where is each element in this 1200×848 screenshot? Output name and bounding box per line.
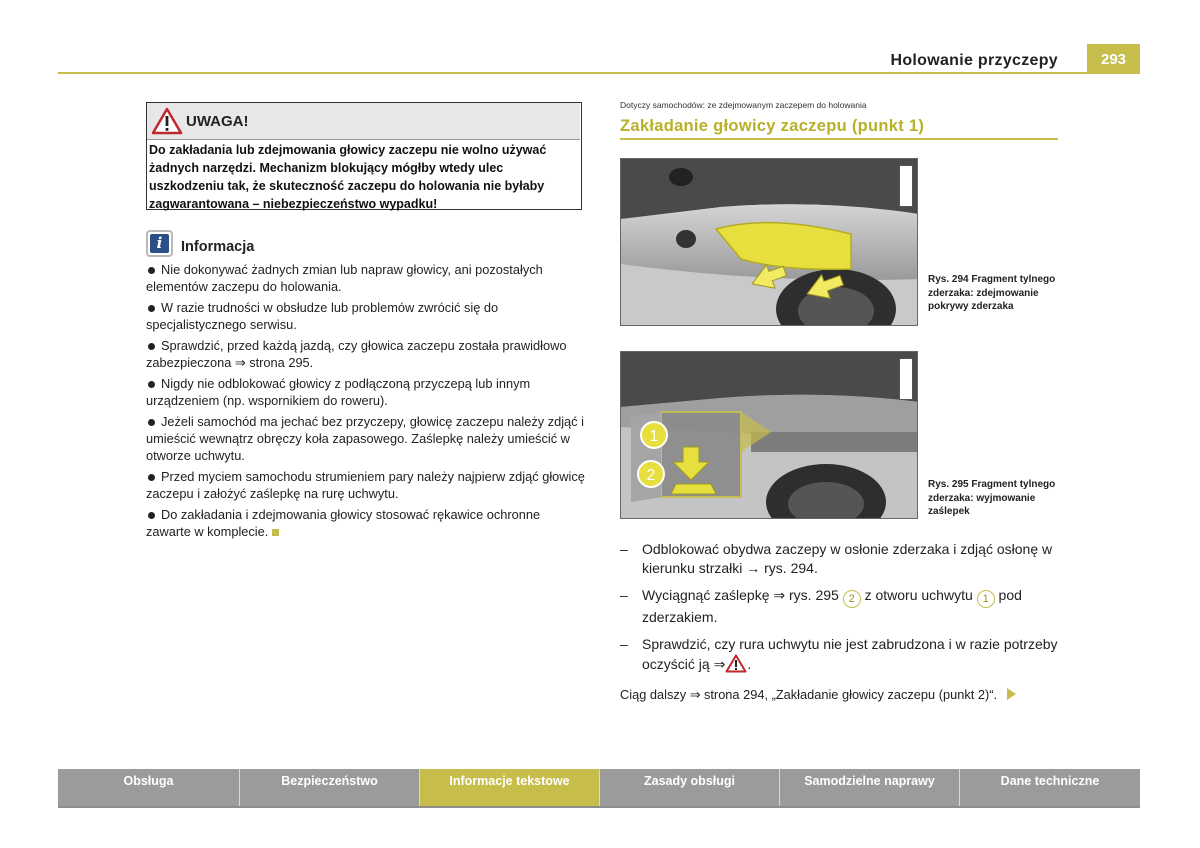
footer-rule: [58, 806, 1140, 808]
warning-triangle-icon: [725, 654, 747, 673]
info-item: Jeżeli samochód ma jechać bez przyczepy, głowicę zaczepu należy zdjąć i umieścić wewnątrz obręczy koła zapasowego. Zaślepkę należy umieścić w otworze uchwytu.: [146, 414, 584, 463]
bullet-icon: [148, 419, 155, 426]
info-item: Przed myciem samochodu strumieniem pary należy najpierw zdjąć głowicę zaczepu i założyć zaślepkę na rurę uchwytu.: [146, 469, 585, 501]
figure-code-label: [899, 165, 913, 207]
figure-294-caption: Rys. 294 Fragment tylnego zderzaka: zdejmowanie pokrywy zderzaka: [928, 274, 1056, 312]
tab-informacje-tekstowe[interactable]: Informacje tekstowe: [420, 769, 600, 806]
step-2: – Wyciągnąć zaślepkę ⇒ rys. 295 2 z otworu uchwytu 1 pod zderzakiem.: [620, 587, 1022, 625]
steps-list: [620, 540, 1064, 682]
info-item: Nigdy nie odblokować głowicy z podłączoną przyczepą lub innym urządzeniem (np. wspornikiem do roweru).: [146, 376, 531, 408]
marker-2: 2: [646, 467, 656, 484]
warning-title: UWAGA!: [186, 113, 249, 130]
warning-box: [146, 102, 582, 210]
info-list: [146, 261, 586, 544]
step-1: – Odblokować obydwa zaczepy w osłonie zderzaka i zdjąć osłonę w kierunku strzałki → rys. 294.: [620, 541, 1053, 576]
section-title: Zakładanie głowicy zaczepu (punkt 1): [620, 117, 925, 135]
tab-zasady-obslugi[interactable]: Zasady obsługi: [600, 769, 780, 806]
bullet-icon: [148, 512, 155, 519]
figure-code-label: [899, 358, 913, 400]
bullet-icon: [148, 267, 155, 274]
info-item: W razie trudności w obsłudze lub problemów zwrócić się do specjalistycznego serwisu.: [146, 300, 499, 332]
warning-triangle-icon: [151, 107, 183, 135]
tab-bezpieczenstwo[interactable]: Bezpieczeństwo: [240, 769, 420, 806]
marker-1: 1: [649, 428, 659, 445]
bumper-cover-illustration: [621, 159, 918, 326]
warning-text: Do zakładania lub zdejmowania głowicy zaczepu nie wolno używać żadnych narzędzi. Mechanizm blokujący mógłby wtedy ulec uszkodzeniu tak, że skuteczność zaczepu do holowania nie byłaby zagwarantowana – niebezpieczeństwo wypadku!: [149, 143, 547, 211]
step-3: – Sprawdzić, czy rura uchwytu nie jest zabrudzona i w razie potrzeby oczyścić ją ⇒ .: [620, 636, 1058, 672]
end-of-section-mark: [272, 529, 279, 536]
continue-arrow-icon: [1007, 688, 1016, 700]
info-item: Do zakładania i zdejmowania głowicy stosować rękawice ochronne zawarte w komplecie.: [146, 507, 541, 539]
section-rule: [620, 138, 1058, 140]
bullet-icon: [148, 381, 155, 388]
figure-295-remove-plugs: [620, 351, 918, 519]
tab-samodzielne-naprawy[interactable]: Samodzielne naprawy: [780, 769, 960, 806]
callout-1-icon: 1: [977, 590, 995, 608]
callout-2-icon: 2: [843, 590, 861, 608]
applies-to-note: Dotyczy samochodów: ze zdejmowanym zaczepem do holowania: [620, 100, 867, 110]
bullet-icon: [148, 343, 155, 350]
continuation-note: Ciąg dalszy ⇒ strona 294, „Zakładanie głowicy zaczepu (punkt 2)“.: [620, 687, 1016, 703]
info-item: Sprawdzić, przed każdą jazdą, czy głowica zaczepu została prawidłowo zabezpieczona ⇒ strona 295.: [146, 338, 567, 370]
figure-294-bumper-cover: [620, 158, 918, 326]
chapter-tab-bar: [58, 769, 1140, 806]
info-item: Nie dokonywać żadnych zmian lub napraw głowicy, ani pozostałych elementów zaczepu do holowania.: [146, 262, 543, 294]
info-icon: i: [146, 230, 173, 257]
tab-obsluga[interactable]: Obsługa: [58, 769, 240, 806]
bullet-icon: [148, 305, 155, 312]
remove-plugs-illustration: [621, 352, 918, 519]
page-number: 293: [1087, 44, 1140, 74]
warning-header: [147, 103, 580, 140]
info-title: Informacja: [181, 239, 255, 255]
figure-295-caption: Rys. 295 Fragment tylnego zderzaka: wyjmowanie zaślepek: [928, 479, 1056, 517]
chapter-title: Holowanie przyczepy: [890, 52, 1058, 69]
header-rule: [58, 72, 1140, 74]
bullet-icon: [148, 474, 155, 481]
tab-dane-techniczne[interactable]: Dane techniczne: [1000, 774, 1100, 788]
